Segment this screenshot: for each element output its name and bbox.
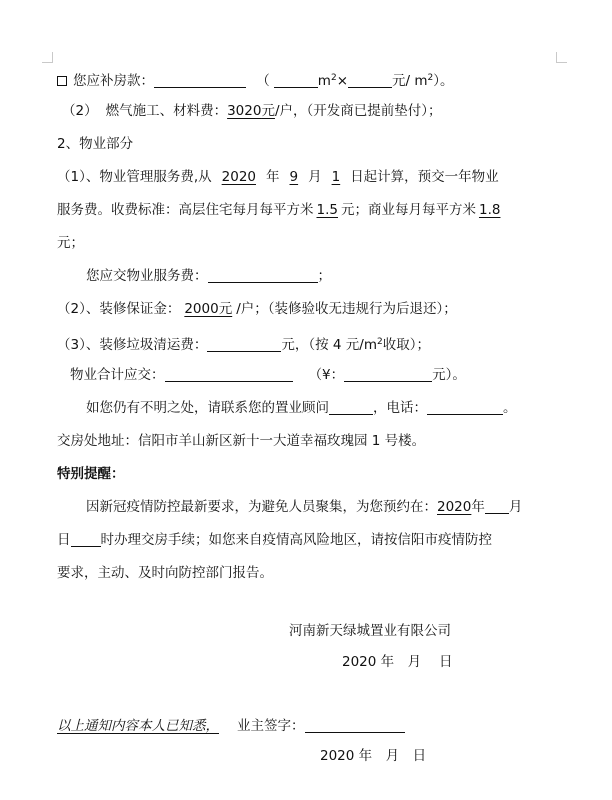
high-rise-rate: 1.5 <box>316 202 338 218</box>
start-day: 1 <box>331 169 341 185</box>
renovation-deposit-line: （2）、装修保证金： 2000元 /户；（装修验收无违规行为后退还）； <box>57 301 457 317</box>
property-fee-blank[interactable] <box>208 268 318 283</box>
supplement-amount-blank[interactable] <box>154 73 246 88</box>
contact-line: 如您仍有不明之处，请联系您的置业顾问 ，电话： 。 <box>86 400 517 416</box>
start-year: 2020 <box>221 169 256 185</box>
start-month: 9 <box>289 169 299 185</box>
page-corner-top-left <box>42 52 53 63</box>
reminder-title: 特别提醒： <box>57 466 125 482</box>
company-name: 河南新天绿城置业有限公司 <box>289 623 451 639</box>
area-blank[interactable] <box>274 73 318 88</box>
owner-signature-field[interactable] <box>305 718 405 733</box>
property-fee-line-3: 元； <box>57 235 84 251</box>
advisor-blank[interactable] <box>329 400 373 415</box>
appointment-day-blank[interactable] <box>71 532 101 547</box>
reminder-line-1: 因新冠疫情防控最新要求，为避免人员聚集，为您预约在：2020年 月 <box>86 499 523 515</box>
checkbox-icon[interactable] <box>57 76 67 86</box>
page-corner-top-right <box>556 52 567 63</box>
deposit-amount: 2000元 <box>184 301 233 317</box>
property-fee-due-line: 您应交物业服务费： ； <box>86 268 331 284</box>
owner-date: 2020 年 月 日 <box>320 748 427 764</box>
section-heading-property: 2、物业部分 <box>57 136 134 152</box>
gas-fee-amount: 3020 <box>227 103 262 119</box>
price-blank[interactable] <box>348 73 392 88</box>
total-yuan-blank[interactable] <box>344 367 432 382</box>
property-total-line: 物业合计应交： （¥： 元）。 <box>70 367 466 383</box>
appointment-month-blank[interactable] <box>485 499 509 514</box>
reminder-line-2: 日 时办理交房手续；如您来自疫情高风险地区，请按信阳市疫情防控 <box>57 532 492 548</box>
company-date: 2020 年 月 日 <box>342 654 453 670</box>
property-fee-line-1: （1）、物业管理服务费,从 2020 年 9 月 1 日起计算，预交一年物业 <box>57 169 499 185</box>
debris-fee-line: （3）、装修垃圾清运费： 元，（按 4 元$/m^2$收取）； <box>57 337 430 353</box>
gas-fee-line: （2） 燃气施工、材料费：3020元/户，（开发商已提前垫付）； <box>62 103 442 119</box>
address-line: 交房处地址：信阳市羊山新区新十一大道幸福玫瑰园 1 号楼。 <box>57 433 426 449</box>
reminder-line-3: 要求，主动、及时向防控部门报告。 <box>57 565 273 581</box>
acknowledgement-line: 以上通知内容本人已知悉， 业主签字： <box>57 716 405 736</box>
phone-blank[interactable] <box>427 400 503 415</box>
total-amount-blank[interactable] <box>165 367 293 382</box>
property-fee-line-2: 服务费。收费标准：高层住宅每月每平方米 1.5 元；商业每月每平方米 1.8 <box>57 200 503 220</box>
debris-fee-blank[interactable] <box>207 337 281 352</box>
appointment-year: 2020 <box>437 499 472 515</box>
supplement-payment-line: 您应补房款： （ $m^2\times$ 元/ $m^2$）。 <box>57 68 453 91</box>
commercial-rate: 1.8 <box>478 202 501 218</box>
acknowledgement-text: 以上通知内容本人已知悉， <box>57 718 219 734</box>
